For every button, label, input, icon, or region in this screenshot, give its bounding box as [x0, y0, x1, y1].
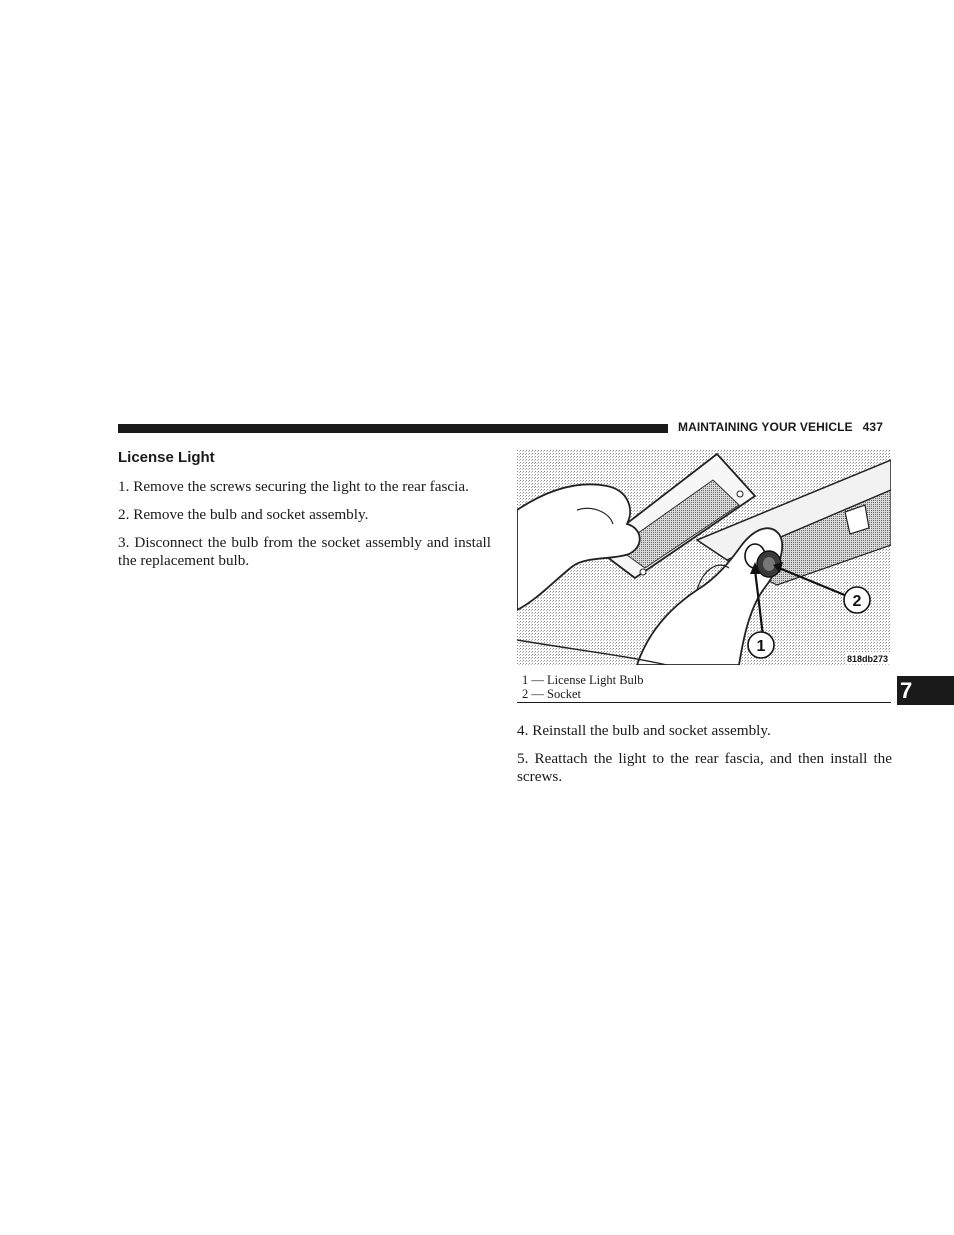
page-number: 437	[862, 420, 883, 434]
step-1: 1. Remove the screws securing the light to the rear fascia.	[118, 478, 469, 495]
header-section-label: MAINTAINING YOUR VEHICLE	[678, 420, 853, 434]
socket-center	[763, 557, 775, 571]
legend-item-2: 2 — Socket	[522, 687, 582, 701]
running-header	[678, 420, 883, 434]
image-code: 818db273	[846, 654, 888, 664]
callout-2-label: 2	[852, 593, 862, 610]
chapter-tab: 7	[897, 676, 954, 705]
illustration-svg	[517, 450, 891, 665]
header-rule	[118, 424, 668, 433]
legend-item-1: 1 — License Light Bulb	[522, 673, 644, 687]
license-light-illustration	[517, 450, 891, 665]
screw-hole-top	[737, 491, 743, 497]
section-title: License Light	[118, 449, 215, 466]
screw-hole-bottom	[640, 569, 646, 575]
step-4: 4. Reinstall the bulb and socket assembly.	[517, 722, 771, 739]
step-5: 5. Reattach the light to the rear fascia, and then install the screws.	[517, 750, 892, 785]
callout-1-label: 1	[756, 638, 766, 655]
figure-legend	[517, 673, 891, 703]
step-2: 2. Remove the bulb and socket assembly.	[118, 506, 369, 523]
step-3: 3. Disconnect the bulb from the socket assembly and install the replacement bulb.	[118, 534, 491, 569]
